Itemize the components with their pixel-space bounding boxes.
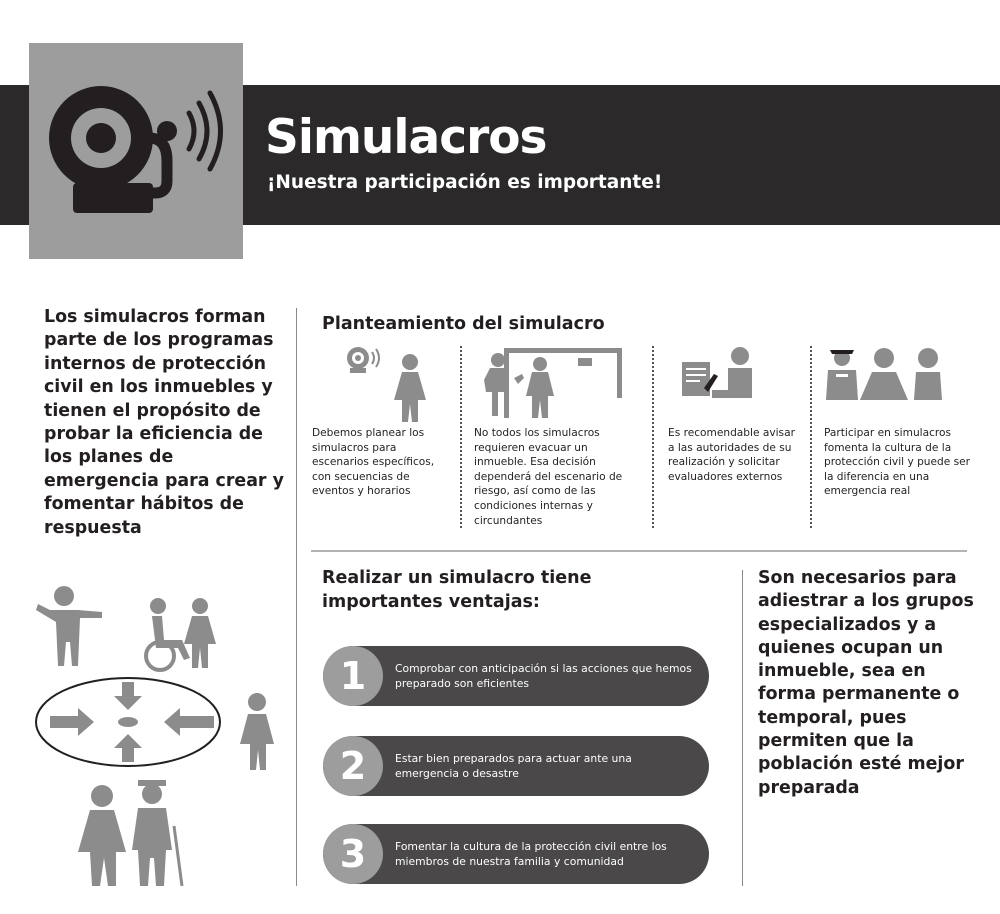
divider-dotted-1 xyxy=(460,346,462,528)
alarm-bell-icon xyxy=(29,43,243,259)
benefit-number-3: 3 xyxy=(323,824,383,884)
benefit-item-3 xyxy=(323,824,709,884)
benefits-section-title: Realizar un simulacro tiene importantes ventajas: xyxy=(322,568,592,612)
page-title: Simulacros xyxy=(265,110,547,165)
benefit-text-1: Comprobar con anticipación si las acciones que hemos preparado son eficientes xyxy=(395,662,692,690)
plan-step-1-text: Debemos planear los simulacros para escenarios específicos, con secuencias de eventos y horarios xyxy=(312,427,435,498)
plan-section-title: Planteamiento del simulacro xyxy=(322,314,605,334)
divider-dotted-3 xyxy=(810,346,812,528)
divider-dotted-2 xyxy=(652,346,654,528)
plan-step-2-text: No todos los simulacros requieren evacuar un inmueble. Esa decisión dependerá del escenario de riesgo, así como de las condiciones internas y circundantes xyxy=(474,427,623,527)
benefit-number-1: 1 xyxy=(323,646,383,706)
plan-step-4-text: Participar en simulacros fomenta la cultura de la protección civil y puede ser la diferencia en una emergencia real xyxy=(824,427,971,498)
plan-step-1 xyxy=(312,344,452,524)
bell-person-icon xyxy=(312,344,452,424)
benefit-number-2: 2 xyxy=(323,736,383,796)
benefit-text-3: Fomentar la cultura de la protección civil entre los miembros de nuestra familia y comunidad xyxy=(395,840,667,868)
benefit-item-1 xyxy=(323,646,709,706)
plan-step-3-text: Es recomendable avisar a las autoridades de su realización y solicitar evaluadores externos xyxy=(668,427,795,483)
divider-vertical-left xyxy=(296,308,297,886)
benefit-text-2: Estar bien preparados para actuar ante una emergencia o desastre xyxy=(395,752,632,780)
community-icon xyxy=(824,344,974,424)
divider-horizontal xyxy=(311,550,967,552)
page-subtitle: ¡Nuestra participación es importante! xyxy=(267,172,663,193)
plan-step-4 xyxy=(824,344,974,524)
evacuation-meeting-point-illustration xyxy=(28,582,290,890)
intro-text: Los simulacros forman parte de los programas internos de protección civil en los inmuebles y tienen el propósito de probar la eficiencia de los planes de emergencia para crear y fomentar hábitos de respuesta xyxy=(44,307,284,538)
notify-authorities-icon xyxy=(668,344,804,424)
evacuation-icon xyxy=(474,344,634,424)
necessity-text: Son necesarios para adiestrar a los grupos especializados y a quienes ocupan un inmueble, sea en forma permanente o temporal, pues permiten que la población esté mejor preparada xyxy=(758,568,974,798)
divider-vertical-right xyxy=(742,570,743,886)
benefit-item-2 xyxy=(323,736,709,796)
plan-step-2 xyxy=(474,344,634,527)
plan-step-3 xyxy=(668,344,804,524)
